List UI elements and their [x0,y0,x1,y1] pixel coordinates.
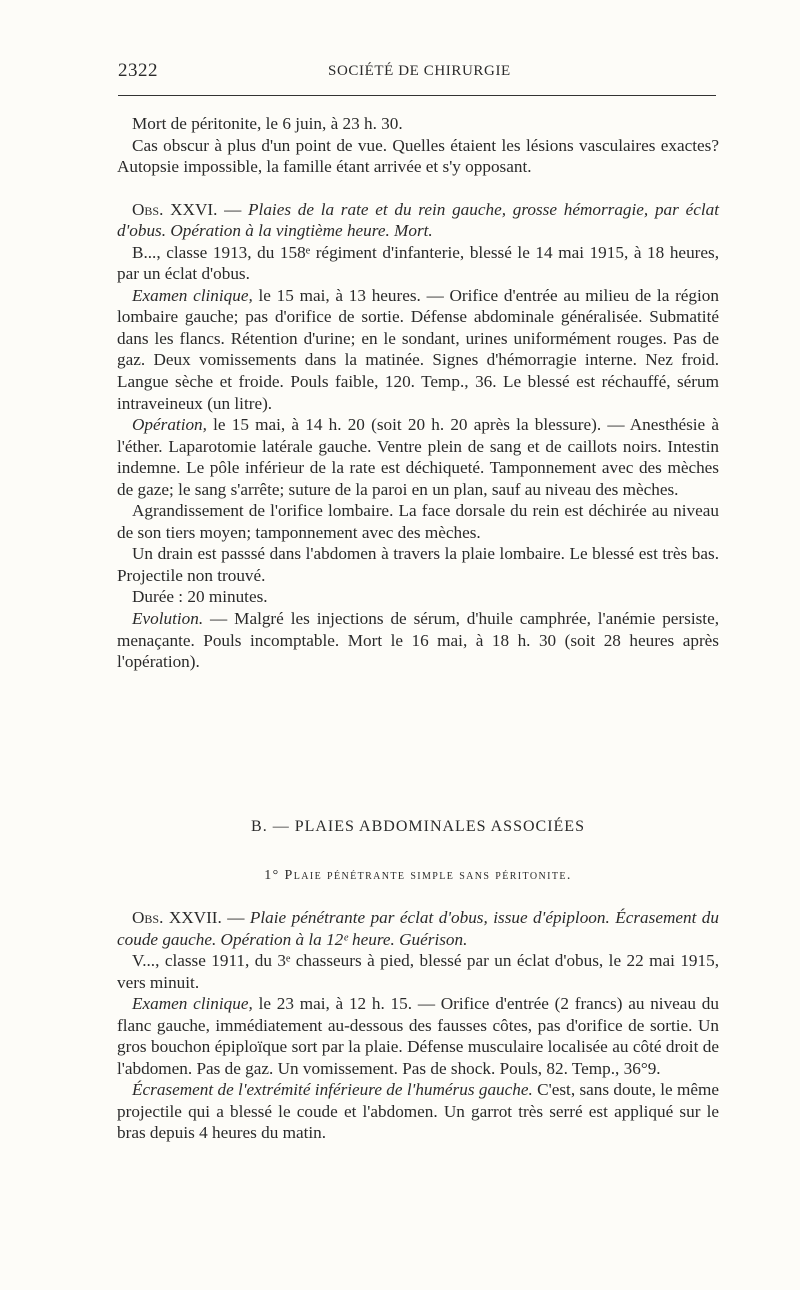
case-26-text [117,113,719,673]
paragraph: Durée : 20 minutes. [132,587,268,607]
paragraph-lead: Examen clinique, [132,994,253,1014]
paragraph-body: C'est, sans doute, le même projectile qui a blessé le coude et l'abdomen. Un garrot très serré est appliqué sur le bras depuis 4 heures du matin. [117,1080,719,1143]
paragraph-body: le 15 mai, à 13 heures. — Orifice d'entrée au milieu de la région lombaire gauche; pas d'orifice de sortie. Défense abdominale généralisée. Submatité dans les flancs. Rétention d'urine; en le sondant, urines uniformément rouges. Pas de gaz. Deux vomissements dans la matinée. Signes d'hémorragie interne. Nez froid. Langue sèche et froide. Pouls faible, 120. Temp., 36. Le blessé est réchauffé, sérum intraveineux (un litre). [117,285,719,413]
paragraph-lead: Examen clinique, [132,285,253,305]
observation-label: Obs. XXVI. — [132,199,249,219]
paragraph-lead: Écrasement de l'extrémité inférieure de l'humérus gauche. [132,1080,533,1100]
observation-title: Plaie pénétrante par éclat d'obus, issue d'épiploon. Écrasement du coude gauche. Opération à la 12ᵉ heure. Guérison. [117,908,719,949]
page-number: 2322 [118,60,158,81]
case-27-text [117,907,719,1144]
observation-title: Plaies de la rate et du rein gauche, grosse hémorragie, par éclat d'obus. Opération à la vingtième heure. Mort. [117,199,719,241]
observation-label: Obs. XXVII. — [132,908,250,927]
observation-heading [117,199,719,242]
paragraph-body: — Malgré les injections de sérum, d'huile camphrée, l'anémie persiste, menaçante. Pouls incomptable. Mort le 16 mai, à 18 h. 30 (soit 28 heures après l'opération). [117,609,719,672]
header-rule [118,95,716,96]
paragraph [117,608,719,673]
paragraph: Cas obscur à plus d'un point de vue. Quelles étaient les lésions vasculaires exactes? Autopsie impossible, la famille étant arrivée et s'y opposant. [117,135,719,177]
paragraph-lead: Opération, [132,415,207,435]
running-title: SOCIÉTÉ DE CHIRURGIE [328,63,511,79]
paragraph-lead: Evolution. [132,609,204,629]
section-title: B. — PLAIES ABDOMINALES ASSOCIÉES [251,818,585,835]
paragraph: Un drain est passsé dans l'abdomen à travers la plaie lombaire. Le blessé est très bas. Projectile non trouvé. [117,544,719,585]
observation-heading [117,907,719,950]
paragraph: V..., classe 1911, du 3ᵉ chasseurs à pied, blessé par un éclat d'obus, le 22 mai 1915, vers minuit. [117,951,719,992]
paragraph [117,1079,719,1144]
paragraph [117,993,719,1079]
paragraph-body: le 23 mai, à 12 h. 15. — Orifice d'entrée (2 francs) au niveau du flanc gauche, immédiatement au-dessous des fausses côtes, pas d'orifice de sortie. Un gros bouchon épiploïque sort par la plaie. Défense musculaire localisée au côté droit de l'abdomen. Pas de gaz. Un vomissement. Pas de shock. Pouls, 82. Temp., 36°9. [117,994,719,1078]
paragraph-body: le 15 mai, à 14 h. 20 (soit 20 h. 20 après la blessure). — Anesthésie à l'éther. Laparotomie latérale gauche. Ventre plein de sang et de caillots noirs. Intestin indemne. Le pôle inférieur de la rate est déchiqueté. Tamponnement avec des mèches de gaze; le sang s'arrête; suture de la paroi en un plan, sauf au niveau des mèches. [117,415,719,499]
section-subtitle: 1° Plaie pénétrante simple sans péritonite. [264,868,572,883]
paragraph [117,285,719,414]
paragraph [117,414,719,500]
page-header [118,58,716,88]
paragraph: Mort de péritonite, le 6 juin, à 23 h. 30. [132,114,403,133]
paragraph: Agrandissement de l'orifice lombaire. La face dorsale du rein est déchirée au niveau de son tiers moyen; tamponnement avec des mèches. [117,501,719,542]
paragraph: B..., classe 1913, du 158ᵉ régiment d'infanterie, blessé le 14 mai 1915, à 18 heures, par un éclat d'obus. [117,242,719,284]
